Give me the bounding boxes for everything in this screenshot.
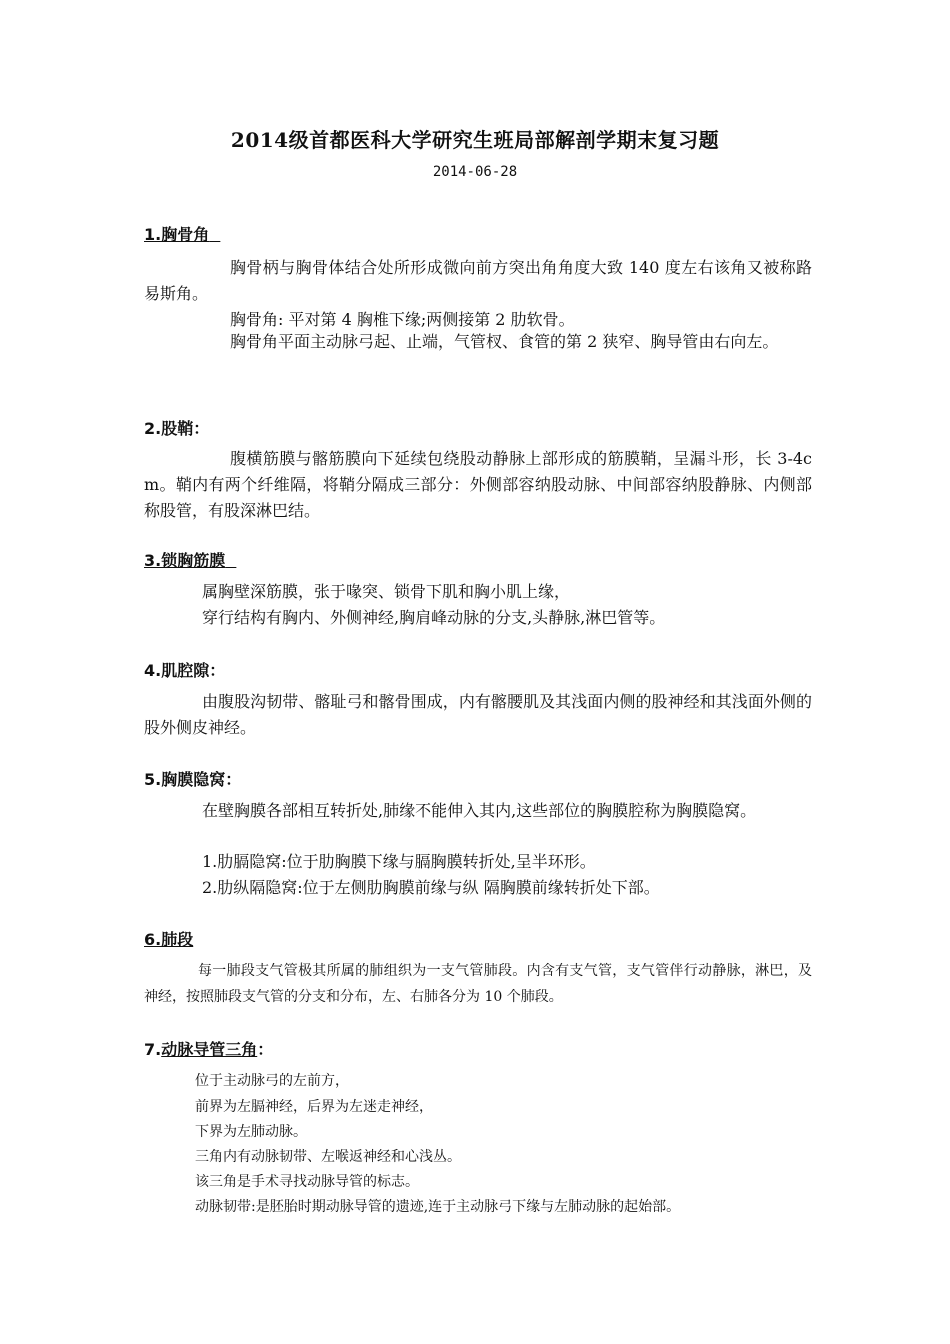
document-date: 2014-06-28 bbox=[432, 164, 518, 180]
section-7-line-3: 下界为左肺动脉。 bbox=[195, 1124, 307, 1140]
section-heading-7-number: 7. bbox=[144, 1040, 162, 1059]
section-7-line-4: 三角内有动脉韧带、左喉返神经和心浅丛。 bbox=[195, 1149, 461, 1165]
section-1-line-2: 胸骨角: 平对第 4 胸椎下缘;两侧接第 2 肋软骨。 bbox=[230, 310, 575, 329]
section-heading-7-text: 动脉导管三角 bbox=[161, 1040, 258, 1059]
section-7-line-5: 该三角是手术寻找动脉导管的标志。 bbox=[195, 1174, 419, 1190]
section-3-line-2: 穿行结构有胸内、外侧神经,胸肩峰动脉的分支,头静脉,淋巴管等。 bbox=[202, 608, 666, 627]
section-7-line-1: 位于主动脉弓的左前方， bbox=[195, 1073, 349, 1089]
section-heading-6-text: 6.肺段 bbox=[144, 930, 194, 949]
section-heading-5: 5.胸膜隐窝： bbox=[144, 770, 242, 789]
section-7-line-2: 前界为左膈神经，后界为左迷走神经， bbox=[195, 1099, 433, 1115]
section-2-paragraph-1: 腹横筋膜与髂筋膜向下延续包绕股动静脉上部形成的筋膜鞘，呈漏斗形，长 3-4cm。鞘内有两个纤维隔，将鞘分隔成三部分：外侧部容纳股动脉、中间部容纳股静脉、内侧部称股管，有股深淋巴结。 bbox=[144, 449, 812, 520]
section-heading-2: 2.股鞘： bbox=[144, 419, 210, 438]
section-heading-1-text: 1.胸骨角 bbox=[144, 225, 210, 244]
section-1-paragraph-1: 胸骨柄与胸骨体结合处所形成微向前方突出角角度大致 140 度左右该角又被称路易斯角。 bbox=[144, 258, 812, 303]
section-heading-1 bbox=[144, 222, 220, 245]
section-heading-3-text: 3.锁胸筋膜 bbox=[144, 551, 226, 570]
document-title: 2014级首都医科大学研究生班局部解剖学期末复习题 bbox=[230, 128, 720, 152]
section-6-paragraph-1: 每一肺段支气管极其所属的肺组织为一支气管肺段。内含有支气管，支气管伴行动静脉，淋巴，及神经，按照肺段支气管的分支和分布，左、右肺各分为 10 个肺段。 bbox=[144, 963, 812, 1005]
section-heading-6 bbox=[144, 927, 193, 950]
section-heading-7 bbox=[144, 1037, 273, 1060]
section-4-paragraph-1: 由腹股沟韧带、髂耻弓和髂骨围成，内有髂腰肌及其浅面内侧的股神经和其浅面外侧的股外侧皮神经。 bbox=[144, 692, 812, 737]
section-heading-4: 4.肌腔隙： bbox=[144, 661, 226, 680]
section-7-line-6: 动脉韧带:是胚胎时期动脉导管的遗迹,连于主动脉弓下缘与左肺动脉的起始部。 bbox=[195, 1199, 681, 1215]
section-heading-3 bbox=[144, 548, 236, 571]
section-5-line-3: 2.肋纵隔隐窝:位于左侧肋胸膜前缘与纵 隔胸膜前缘转折处下部。 bbox=[202, 878, 660, 897]
section-1-paragraph-3: 胸骨角平面主动脉弓起、止端，气管杈、食管的第 2 狭窄、胸导管由右向左。 bbox=[230, 332, 779, 351]
section-3-line-1: 属胸壁深筋膜，张于喙突、锁骨下肌和胸小肌上缘， bbox=[202, 582, 571, 601]
section-5-line-2: 1.肋膈隐窝:位于肋胸膜下缘与膈胸膜转折处,呈半环形。 bbox=[202, 852, 596, 871]
section-heading-7-tail: ： bbox=[257, 1040, 274, 1059]
section-5-paragraph-1: 在壁胸膜各部相互转折处,肺缘不能伸入其内,这些部位的胸膜腔称为胸膜隐窝。 bbox=[202, 801, 757, 820]
